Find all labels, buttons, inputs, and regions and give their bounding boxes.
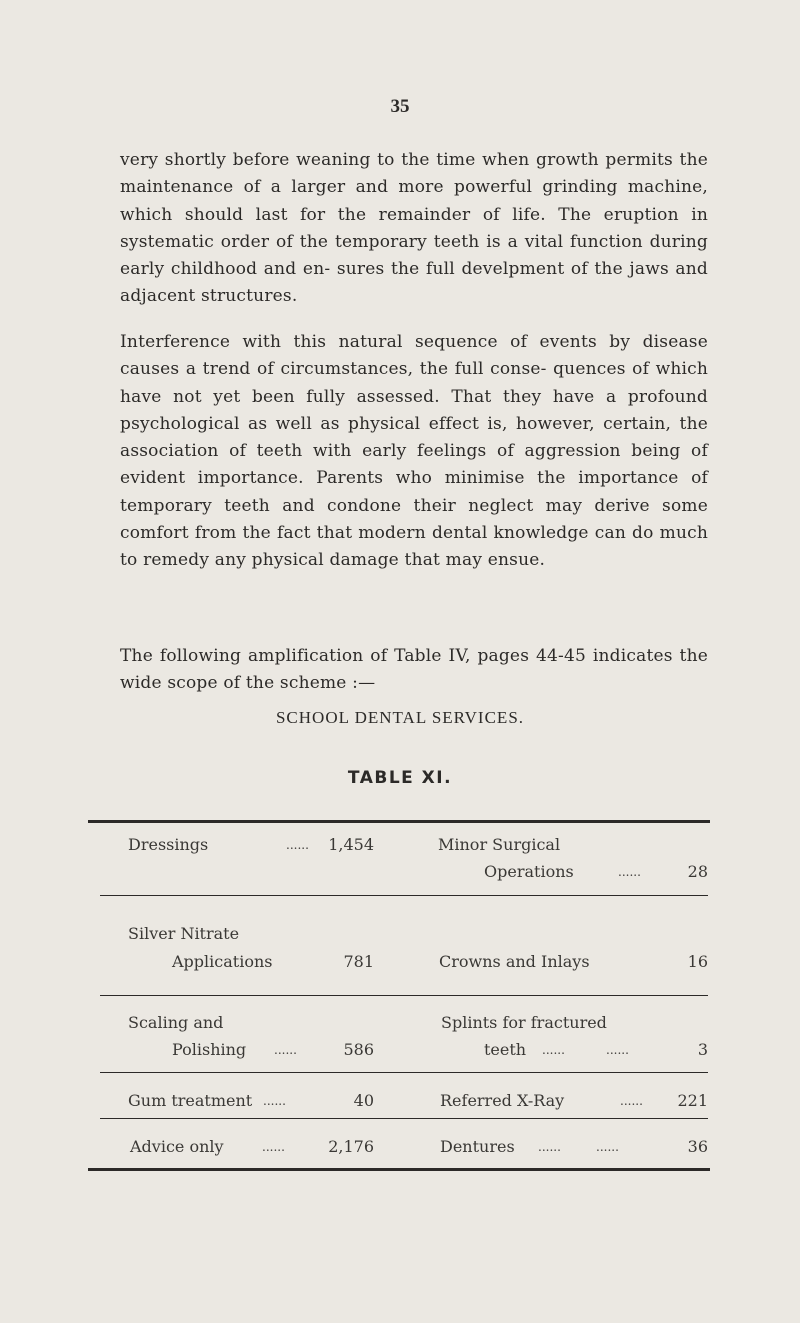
row-divider — [100, 1072, 708, 1073]
page-number: 35 — [390, 96, 410, 117]
leader-dots: ...... — [263, 1094, 286, 1108]
row-divider — [100, 895, 708, 896]
table-cell-value: 586 — [343, 1040, 374, 1059]
table-cell-value: 781 — [343, 952, 374, 971]
paragraph-1: very shortly before weaning to the time when growth permits the maintenance of a larger and more powerful grinding machine, which should last for the remainder of life. The eruption in systematic order of the temporary teeth is a vital function during early childhood and en- sures the full develpment of the jaws and adjacent structures. — [120, 150, 708, 307]
table-cell-label: Gum treatment — [128, 1091, 253, 1110]
row-divider — [100, 995, 708, 996]
section-title: SCHOOL DENTAL SERVICES. — [275, 708, 525, 727]
table-cell-label: Polishing — [172, 1040, 247, 1059]
table-bottom-rule — [88, 1168, 710, 1171]
table-cell-value: 221 — [677, 1091, 708, 1110]
table-cell-value: 3 — [697, 1040, 708, 1059]
table-cell-value: 36 — [687, 1137, 708, 1156]
leader-dots: ...... — [620, 1094, 643, 1108]
row-divider — [100, 1118, 708, 1119]
table-cell-label: Operations — [484, 862, 574, 881]
table-cell-label: Splints for fractured — [441, 1013, 607, 1032]
table-cell-label: Advice only — [130, 1137, 224, 1156]
table-cell-value: 28 — [687, 862, 708, 881]
leader-dots: ...... — [262, 1140, 285, 1154]
paragraph-2: Interference with this natural sequence of events by disease causes a trend of circumstances, the full conse- quences of which have not yet been fully assessed. That they have a profound psychological as well as physical effect is, however, certain, the association of teeth with early feelings of aggression being of evident importance. Parents who minimise the importance of temporary teeth and condone their neglect may derive some comfort from the fact that modern dental knowledge can do much to remedy any physical damage that may ensue. — [120, 332, 708, 571]
table-cell-label: Crowns and Inlays — [439, 952, 590, 971]
paragraph-3: The following amplification of Table IV, pages 44-45 indicates the wide scope of the scheme :— — [120, 646, 708, 694]
table-cell-value: 2,176 — [328, 1137, 374, 1156]
table-cell-value: 16 — [687, 952, 708, 971]
leader-dots: ...... — [542, 1043, 565, 1057]
table-cell-value: 40 — [353, 1091, 374, 1110]
leader-dots: ...... — [538, 1140, 561, 1154]
leader-dots: ...... — [274, 1043, 297, 1057]
table-cell-label: teeth — [484, 1040, 527, 1059]
table-cell-label: Silver Nitrate — [128, 924, 240, 943]
table-title: TABLE XI. — [347, 768, 453, 788]
table-cell-label: Dressings — [128, 835, 209, 854]
table-cell-label: Referred X-Ray — [440, 1091, 565, 1110]
table-cell-label: Minor Surgical — [438, 835, 561, 854]
table-cell-label: Dentures — [440, 1137, 515, 1156]
table-cell-label: Applications — [172, 952, 273, 971]
table-cell-value: 1,454 — [328, 835, 374, 854]
table-cell-label: Scaling and — [128, 1013, 224, 1032]
leader-dots: ...... — [618, 865, 641, 879]
leader-dots: ...... — [596, 1140, 619, 1154]
table-top-rule — [88, 820, 710, 823]
leader-dots: ...... — [286, 838, 309, 852]
leader-dots: ...... — [606, 1043, 629, 1057]
